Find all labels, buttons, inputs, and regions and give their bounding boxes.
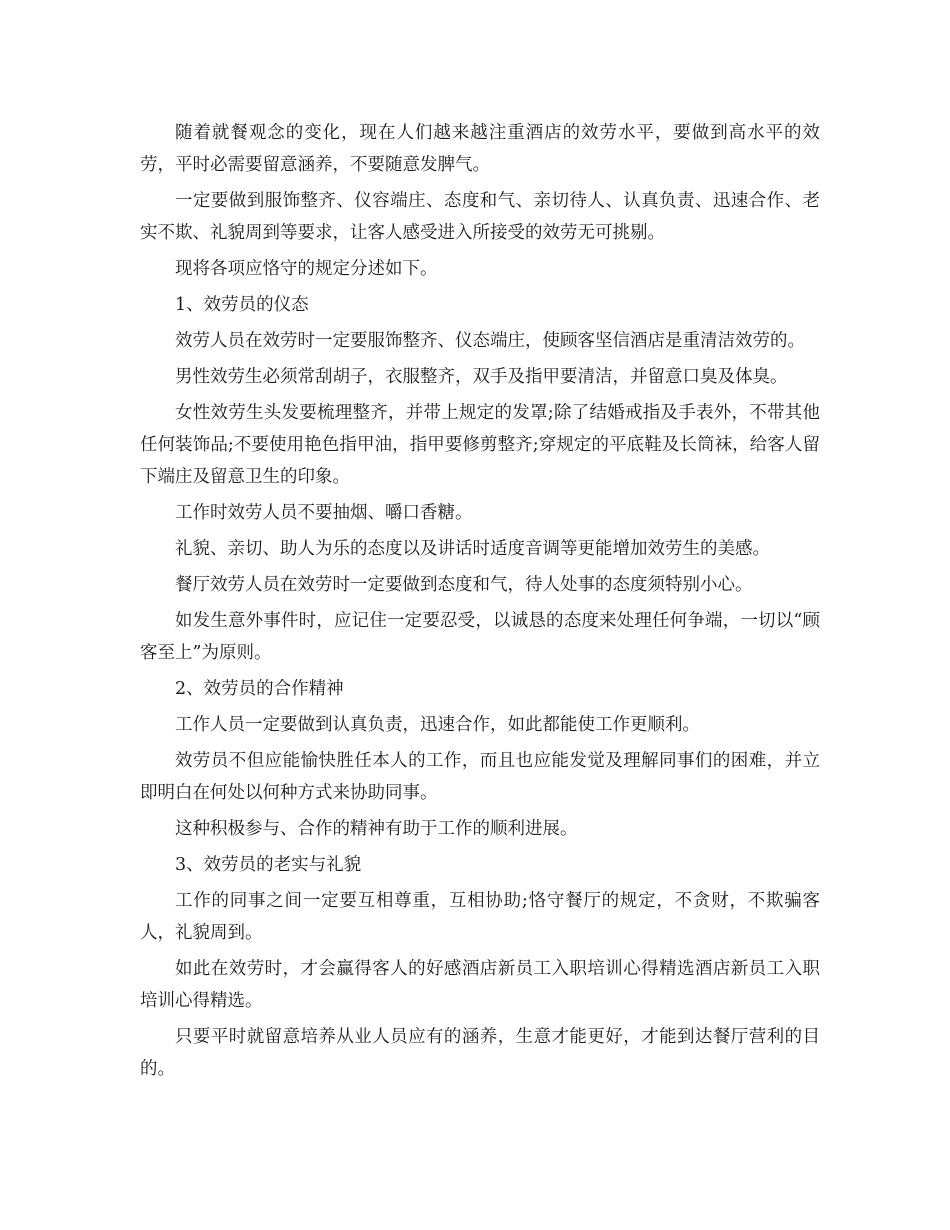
paragraph-8: 工作时效劳人员不要抽烟、嚼口香糖。	[175, 503, 473, 523]
paragraph-5: 效劳人员在效劳时一定要服饰整齐、仪态端庄，使顾客坚信酒店是重清洁效劳的。	[175, 331, 805, 351]
paragraph-2: 一定要做到服饰整齐、仪容端庄、态度和气、亲切待人、认真负责、迅速合作、老实不欺、礼貌周到等要求，让客人感受进入所接受的效劳无可挑剔。	[140, 191, 820, 243]
paragraph-18: 如此在效劳时，才会赢得客人的好感酒店新员工入职培训心得精选酒店新员工入职培训心得精选。	[140, 959, 820, 1011]
paragraph-7: 女性效劳生头发要梳理整齐，并带上规定的发罩;除了结婚戒指及手表外，不带其他任何装饰品;不要使用艳色指甲油，指甲要修剪整齐;穿规定的平底鞋及长筒袜，给客人留下端庄及留意卫生的印象。	[140, 403, 820, 487]
section-heading-2: 2、效劳员的合作精神	[175, 679, 344, 699]
paragraph-1: 随着就餐观念的变化，现在人们越来越注重酒店的效劳水平，要做到高水平的效劳，平时必需要留意涵养，不要随意发脾气。	[140, 123, 820, 175]
paragraph-14: 效劳员不但应能愉快胜任本人的工作，而且也应能发觉及理解同事们的困难，并立即明白在何处以何种方式来协助同事。	[140, 751, 820, 803]
section-heading-3: 3、效劳员的老实与礼貌	[175, 855, 362, 875]
paragraph-9: 礼貌、亲切、助人为乐的态度以及讲话时适度音调等更能增加效劳生的美感。	[175, 539, 770, 559]
paragraph-19: 只要平时就留意培养从业人员应有的涵养，生意才能更好，才能到达餐厅营利的目的。	[140, 1027, 820, 1079]
paragraph-3: 现将各项应恪守的规定分述如下。	[175, 259, 438, 279]
paragraph-13: 工作人员一定要做到认真负责，迅速合作，如此都能使工作更顺利。	[175, 715, 700, 735]
paragraph-15: 这种积极参与、合作的精神有助于工作的顺利进展。	[175, 819, 578, 839]
paragraph-11: 如发生意外事件时，应记住一定要忍受，以诚恳的态度来处理任何争端，一切以“顾客至上”为原则。	[140, 611, 820, 663]
paragraph-10: 餐厅效劳人员在效劳时一定要做到态度和气，待人处事的态度须特别小心。	[175, 575, 753, 595]
section-heading-1: 1、效劳员的仪态	[175, 295, 309, 315]
paragraph-6: 男性效劳生必须常刮胡子，衣服整齐，双手及指甲要清洁，并留意口臭及体臭。	[175, 367, 788, 387]
document-body	[140, 117, 820, 1089]
paragraph-17: 工作的同事之间一定要互相尊重，互相协助;恪守餐厅的规定，不贪财，不欺骗客人，礼貌周到。	[140, 891, 820, 943]
